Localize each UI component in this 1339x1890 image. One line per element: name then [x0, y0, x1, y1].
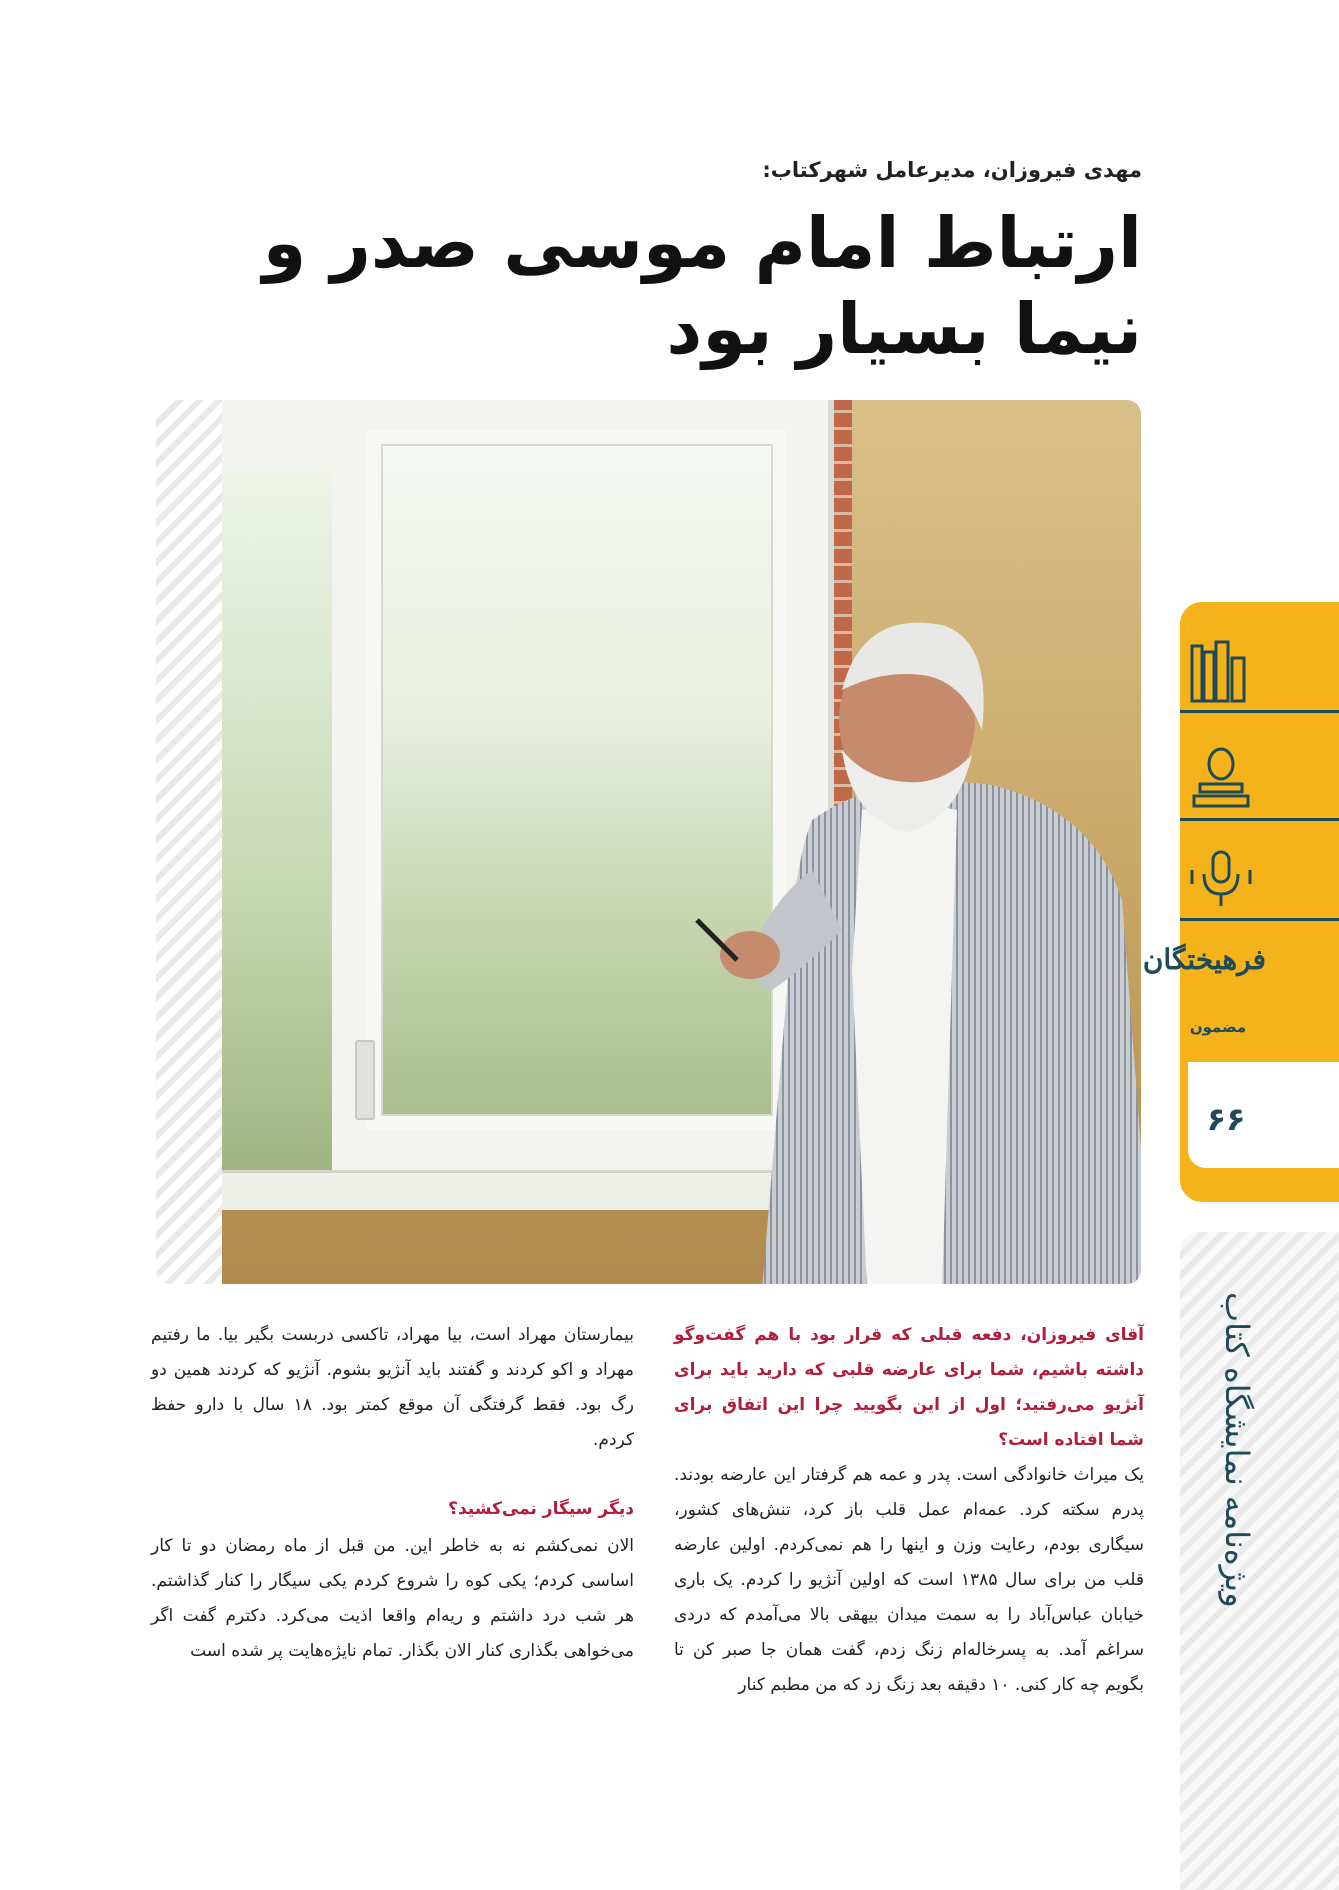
article-column-right [674, 1318, 1144, 1703]
podcast-microphone-icon [1186, 844, 1256, 914]
photo-frame [156, 400, 1141, 1284]
window-hinge [355, 1040, 375, 1120]
page-number: ۶۶ [1206, 1100, 1246, 1138]
article-headline: ارتباط امام موسی صدر و نیما بسیار بود [262, 202, 1142, 370]
tab-divider [1180, 918, 1339, 921]
brand-logo: فرهیختگان [1142, 943, 1266, 976]
article-subtitle: مهدی فیروزان، مدیرعامل شهرکتاب: [762, 158, 1142, 182]
lamp-book-icon [1186, 744, 1256, 814]
brand-subtitle: مضمون [1189, 1018, 1247, 1036]
article-column-left [151, 1318, 634, 1669]
interview-answer: یک میراث خانوادگی است. پدر و عمه هم گرفتار این عارضه بودند. پدرم سکته کرد. عمه‌ام عمل قلب باز کرد، تنش‌های کشور، سیگاری بودم، رعایت وزن و اینها را هم نمی‌کردم. اولین عارضه قلب من برای سال ۱۳۸۵ است که اولین آنژیو را کردم. یک باری خیابان عباس‌آباد را به سمت میدان بیهقی بالا می‌آمدم که دردی سراغم آمد. به پسرخاله‌ام زنگ زدم، گفت همان جا صبر کن تا بگویم چه کار کنی. ۱۰ دقیقه بعد زنگ زد که من مطبم کنار [674, 1465, 1144, 1695]
special-issue-title: ویژه‌نامه نمایشگاه کتاب [1218, 1292, 1256, 1608]
tab-divider [1180, 710, 1339, 713]
window-pane-left [222, 470, 332, 1170]
interview-photo [222, 400, 1141, 1284]
interview-answer-continued: بیمارستان مهراد است، بیا مهراد، تاکسی دربست بگیر بیا. ما رفتیم مهراد و اکو کردند و گفتند باید آنژیو بشوم. آنژیو که کردند همین دو رگ بود. فقط گرفتگی آن موقع کمتر بود. ۱۸ سال با دارو حفظ کردم. [151, 1325, 634, 1450]
interview-question: آقای فیروزان، دفعه قبلی که قرار بود با هم گفت‌وگو داشته باشیم، شما برای عارضه قلبی که دارید باید برای آنژیو می‌رفتید؛ اول از این بگویید چرا این اتفاق برای شما افتاده است؟ [674, 1325, 1144, 1450]
tab-divider [1180, 818, 1339, 821]
interview-question: دیگر سیگار نمی‌کشید؟ [448, 1499, 634, 1519]
interview-answer: الان نمی‌کشم نه به خاطر این. من قبل از ماه رمضان دو تا کار اساسی کردم؛ یکی کوه را شروع کردم یکی سیگار را کنار گذاشتم. هر شب درد داشتم و ریه‌ام واقعا اذیت می‌کرد. دکترم گفت اگر می‌خواهی بگذاری کنار الان بگذار. تمام نایژه‌هایت پر شده است [151, 1536, 634, 1661]
bookshelf-icon [1186, 636, 1256, 706]
man-portrait [692, 570, 1141, 1284]
